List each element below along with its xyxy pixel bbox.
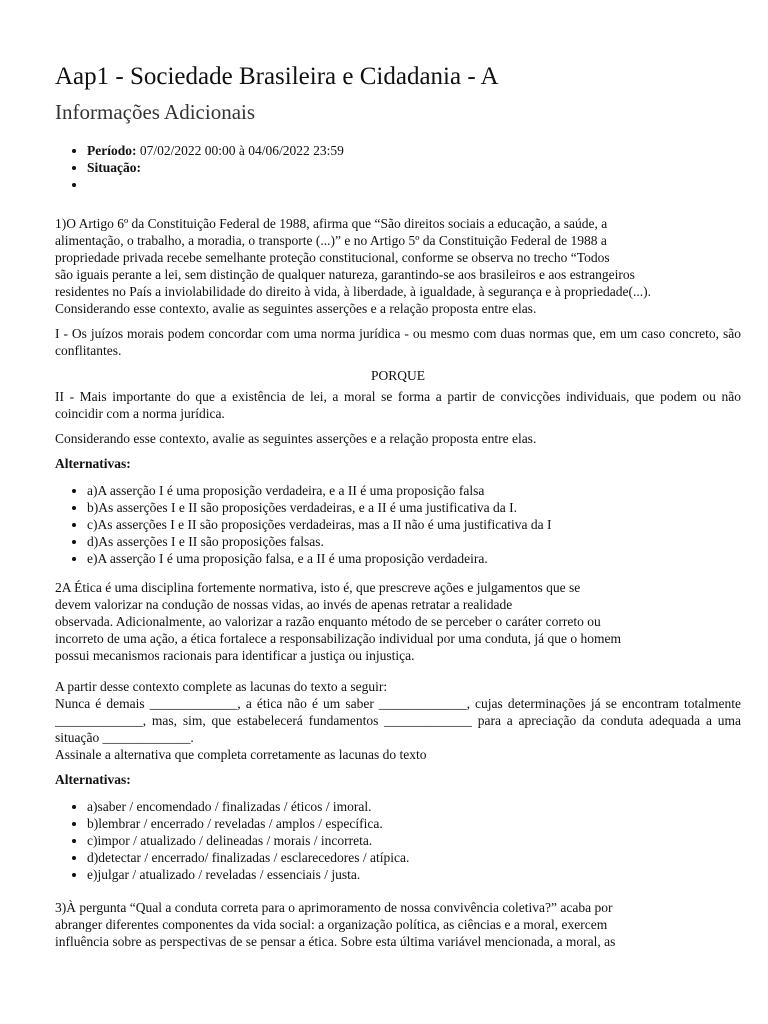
q1-line: Considerando esse contexto, avalie as seguintes asserções e a relação proposta entre elas. xyxy=(55,301,537,316)
info-empty xyxy=(87,176,741,193)
info-list xyxy=(55,142,741,193)
page-subtitle: Informações Adicionais xyxy=(55,100,256,124)
q3-line: 3)À pergunta “Qual a conduta correta para o aprimoramento de nossa convivência coletiva?” acaba por xyxy=(55,900,613,915)
alternative-item[interactable]: • b)As asserções I e II são proposições verdadeiras, e a II é uma justificativa da I. xyxy=(87,499,741,516)
alternative-item[interactable]: • b)lembrar / encerrado / reveladas / amplos / específica. xyxy=(87,815,741,832)
question-3-statement xyxy=(55,899,741,950)
q2-line: possui mecanismos racionais para identificar a justiça ou injustiça. xyxy=(55,648,415,663)
q1-alternatives xyxy=(55,482,741,567)
periodo-label: Período: xyxy=(87,143,137,158)
q2-line: observada. Adicionalmente, ao valorizar a razão enquanto método de se perceber o caráter correto ou xyxy=(55,614,601,629)
alternative-item[interactable]: • a)saber / encomendado / finalizadas / éticos / imoral. xyxy=(87,798,741,815)
q2-alternatives xyxy=(55,798,741,883)
q1-line: são iguais perante a lei, sem distinção de qualquer natureza, garantindo-se aos brasileiros e aos estrangeiros xyxy=(55,267,635,282)
situacao-label: Situação: xyxy=(87,160,141,175)
q1-assertion-2: II - Mais importante do que a existência de lei, a moral se forma a partir de convicções individuais, que podem ou não coincidir com a norma jurídica. xyxy=(55,389,741,421)
q1-line: alimentação, o trabalho, a moradia, o transporte (...)” e no Artigo 5º da Constituição Federal de 1988 a xyxy=(55,233,607,248)
alternative-item[interactable]: • e)A asserção I é uma proposição falsa, e a II é uma proposição verdadeira. xyxy=(87,550,741,567)
question-2-statement xyxy=(55,579,741,664)
alternative-item[interactable]: • c)As asserções I e II são proposições verdadeiras, mas a II não é uma justificativa da I xyxy=(87,516,741,533)
alternative-item[interactable]: • a)A asserção I é uma proposição verdadeira, e a II é uma proposição falsa xyxy=(87,482,741,499)
q1-line: residentes no País a inviolabilidade do direito à vida, à liberdade, à igualdade, à segurança e à propriedade(...). xyxy=(55,284,652,299)
info-periodo xyxy=(87,142,741,159)
q1-porque: PORQUE xyxy=(370,368,425,383)
page-title: Aap1 - Sociedade Brasileira e Cidadania - A xyxy=(55,63,499,90)
q1-alternatives-label: Alternativas: xyxy=(55,456,131,471)
q1-assertion-1: I - Os juízos morais podem concordar com uma norma jurídica - ou mesmo com duas normas que, em um caso concreto, são conflitantes. xyxy=(55,326,741,358)
q2-alternatives-label: Alternativas: xyxy=(55,772,131,787)
q2-assinale: Assinale a alternativa que completa corretamente as lacunas do texto xyxy=(55,747,427,762)
q2-instruction: A partir desse contexto complete as lacunas do texto a seguir: xyxy=(55,679,388,694)
q2-line: 2A Ética é uma disciplina fortemente normativa, isto é, que prescreve ações e julgamentos que se xyxy=(55,580,581,595)
alternative-item[interactable]: • c)impor / atualizado / delineadas / morais / incorreta. xyxy=(87,832,741,849)
periodo-value: 07/02/2022 00:00 à 04/06/2022 23:59 xyxy=(136,143,344,158)
q2-line: incorreto de uma ação, a ética fortalece a responsabilização individual por uma conduta, já que o homem xyxy=(55,631,622,646)
q3-line: abranger diferentes componentes da vida social: a organização política, as ciências e a moral, exercem xyxy=(55,917,608,932)
alternative-item[interactable]: • e)julgar / atualizado / reveladas / essenciais / justa. xyxy=(87,866,741,883)
alternative-item[interactable]: • d)As asserções I e II são proposições falsas. xyxy=(87,533,741,550)
question-1-statement xyxy=(55,215,741,317)
alternative-item[interactable]: • d)detectar / encerrado/ finalizadas / esclarecedores / atípica. xyxy=(87,849,741,866)
q1-line: 1)O Artigo 6º da Constituição Federal de 1988, afirma que “São direitos sociais a educação, a saúde, a xyxy=(55,216,608,231)
q2-gap-text: Nunca é demais _____________, a ética não é um saber _____________, cujas determinações já se encontram totalmente _____________, mas, sim, que estabelecerá fundamentos _____________ para a apreciação da conduta adequada a uma situação _____________. xyxy=(55,696,741,745)
q1-line: propriedade privada recebe semelhante proteção constitucional, conforme se observa no trecho “Todos xyxy=(55,250,610,265)
info-situacao xyxy=(87,159,741,176)
q1-context: Considerando esse contexto, avalie as seguintes asserções e a relação proposta entre elas. xyxy=(55,431,537,446)
q2-line: devem valorizar na condução de nossas vidas, ao invés de apenas retratar a realidade xyxy=(55,597,513,612)
q3-line: influência sobre as perspectivas de se pensar a ética. Sobre esta última variável mencionada, a moral, as xyxy=(55,934,616,949)
